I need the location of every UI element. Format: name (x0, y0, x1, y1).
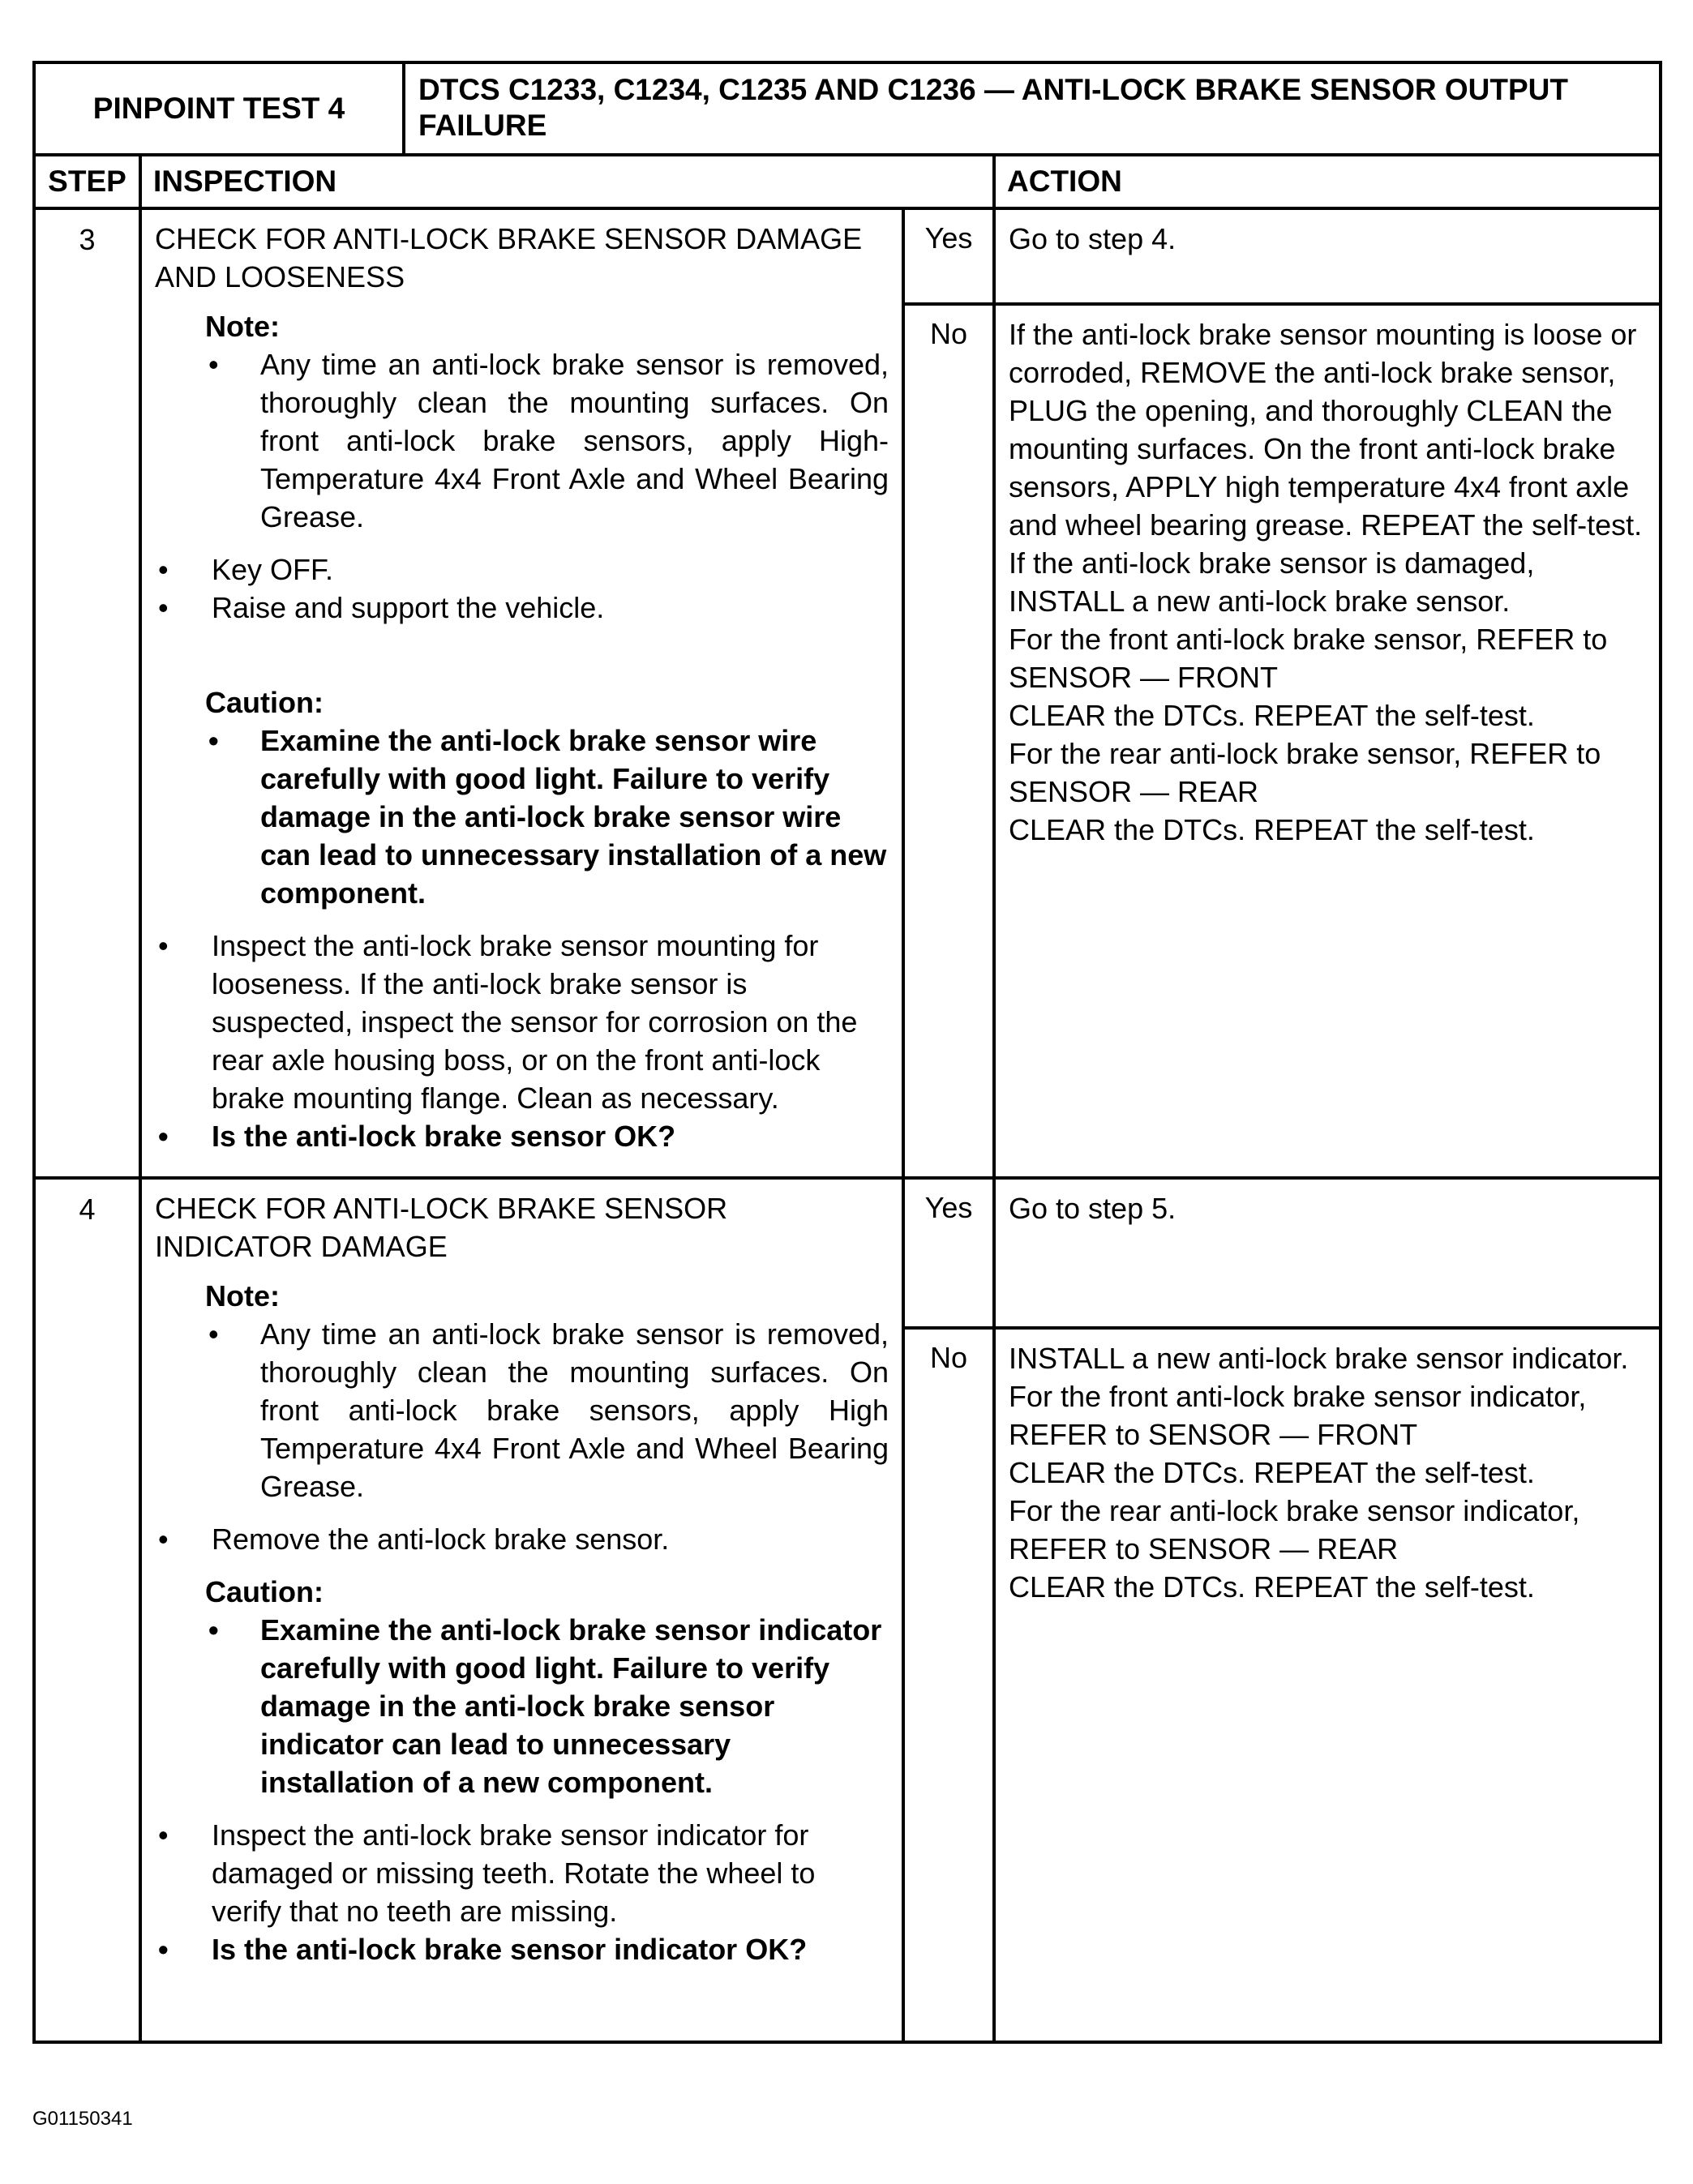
step-title: CHECK FOR ANTI-LOCK BRAKE SENSOR DAMAGE AND LOOSENESS (155, 222, 863, 293)
list-item (155, 345, 889, 536)
table-row (34, 1178, 1661, 1328)
step-title: CHECK FOR ANTI-LOCK BRAKE SENSOR INDICATOR DAMAGE (155, 1192, 728, 1263)
action-text: If the anti-lock brake sensor mounting is loose or corroded, REMOVE the anti-lock brake sensor, PLUG the opening, and thoroughly CLEAN the mounting surfaces. On the front anti-lock brake sensors, APPLY high temperature 4x4 front axle and wheel bearing grease. REPEAT the self-test. (1009, 317, 1643, 542)
note-text: Any time an anti-lock brake sensor is removed, thoroughly clean the mounting surfaces. On front anti-lock brake sensors, apply High-Temperature 4x4 Front Axle and Wheel Bearing Grease. (260, 348, 889, 533)
list-item (155, 589, 889, 627)
action-text: CLEAR the DTCs. REPEAT the self-test. (1009, 1456, 1535, 1490)
bullet-icon: • (208, 1613, 219, 1647)
action-text: CLEAR the DTCs. REPEAT the self-test. (1009, 812, 1535, 846)
action-text: For the front anti-lock brake sensor, REFER to SENSOR — FRONT (1009, 622, 1608, 694)
caution-list (155, 1611, 889, 1801)
action-text: CLEAR the DTCs. REPEAT the self-test. (1009, 698, 1535, 732)
step-inspection (140, 1178, 903, 2042)
action-text: For the rear anti-lock brake sensor indicator, REFER to SENSOR — REAR (1009, 1494, 1580, 1566)
bullet-icon: • (208, 1317, 219, 1351)
bullet-icon: • (208, 348, 219, 381)
bullet-list (155, 1816, 889, 1968)
note-label: Note: (205, 310, 280, 343)
figure-caption: G01150341 (32, 2108, 133, 2130)
bullet-icon: • (158, 1818, 169, 1852)
caution-text: Examine the anti-lock brake sensor indicator carefully with good light. Failure to verify damage in the anti-lock brake sensor indicator can lead to unnecessary installation of a new component. (260, 1613, 882, 1799)
caution-list (155, 722, 889, 912)
yes-label: Yes (903, 208, 994, 304)
list-item (155, 1816, 889, 1930)
list-item (155, 1611, 889, 1801)
bullet-icon: • (158, 929, 169, 962)
bullet-icon: • (208, 724, 219, 757)
note-text: Any time an anti-lock brake sensor is removed, thoroughly clean the mounting surfaces. On front anti-lock brake sensors, apply High Temperature 4x4 Front Axle and Wheel Bearing Grease. (260, 1317, 889, 1503)
question-text: Is the anti-lock brake sensor indicator OK? (212, 1933, 808, 1966)
bullet-list (155, 550, 889, 627)
caution-text: Examine the anti-lock brake sensor wire carefully with good light. Failure to verify damage in the anti-lock brake sensor wire can lead to unnecessary installation of a new component. (260, 724, 887, 910)
bullet-icon: • (158, 1522, 169, 1556)
no-label: No (903, 304, 994, 1178)
note-list (155, 1315, 889, 1505)
bullet-icon: • (158, 553, 169, 586)
bullet-text: Raise and support the vehicle. (212, 591, 605, 624)
bullet-icon: • (158, 591, 169, 624)
bullet-text: Remove the anti-lock brake sensor. (212, 1522, 670, 1556)
pinpoint-test-sheet (32, 61, 1659, 2089)
yes-label: Yes (903, 1178, 994, 1328)
note-list (155, 345, 889, 536)
table-header-row (34, 62, 1661, 155)
action-text: For the rear anti-lock brake sensor, REFER to SENSOR — REAR (1009, 736, 1601, 808)
list-item (155, 1930, 889, 1968)
list-item (155, 927, 889, 1117)
column-action: ACTION (994, 155, 1661, 208)
pinpoint-test-table (32, 61, 1662, 2044)
action-text: CLEAR the DTCs. REPEAT the self-test. (1009, 1570, 1535, 1604)
action-text: INSTALL a new anti-lock brake sensor indicator. (1009, 1342, 1629, 1376)
yes-action: Go to step 4. (994, 208, 1661, 304)
action-text: For the front anti-lock brake sensor indicator, REFER to SENSOR — FRONT (1009, 1380, 1587, 1452)
bullet-icon: • (158, 1933, 169, 1966)
table-row (34, 208, 1661, 304)
no-action (994, 1328, 1661, 2042)
list-item (155, 550, 889, 589)
bullet-icon: • (158, 1120, 169, 1153)
step-number: 4 (34, 1178, 140, 2042)
column-inspection: INSPECTION (140, 155, 994, 208)
step-number: 3 (34, 208, 140, 1178)
no-action (994, 304, 1661, 1178)
bullet-list (155, 1520, 889, 1558)
column-step: STEP (34, 155, 140, 208)
list-item (155, 1315, 889, 1505)
column-header-row (34, 155, 1661, 208)
list-item (155, 722, 889, 912)
caution-label: Caution: (205, 686, 324, 719)
bullet-text: Inspect the anti-lock brake sensor mounting for looseness. If the anti-lock brake sensor is suspected, inspect the sensor for corrosion on the rear axle housing boss, or on the front anti-lock brake mounting flange. Clean as necessary. (212, 929, 858, 1115)
yes-action: Go to step 5. (994, 1178, 1661, 1328)
note-label: Note: (205, 1279, 280, 1313)
test-title: DTCS C1233, C1234, C1235 AND C1236 — ANTI-LOCK BRAKE SENSOR OUTPUT FAILURE (404, 62, 1661, 155)
list-item (155, 1520, 889, 1558)
bullet-text: Key OFF. (212, 553, 334, 586)
test-label: PINPOINT TEST 4 (34, 62, 404, 155)
question-text: Is the anti-lock brake sensor OK? (212, 1120, 676, 1153)
no-label: No (903, 1328, 994, 2042)
step-inspection (140, 208, 903, 1178)
caution-label: Caution: (205, 1575, 324, 1608)
bullet-text: Inspect the anti-lock brake sensor indicator for damaged or missing teeth. Rotate the wheel to verify that no teeth are missing. (212, 1818, 816, 1928)
bullet-list (155, 927, 889, 1155)
action-text: If the anti-lock brake sensor is damaged, INSTALL a new anti-lock brake sensor. (1009, 546, 1535, 618)
list-item (155, 1117, 889, 1155)
